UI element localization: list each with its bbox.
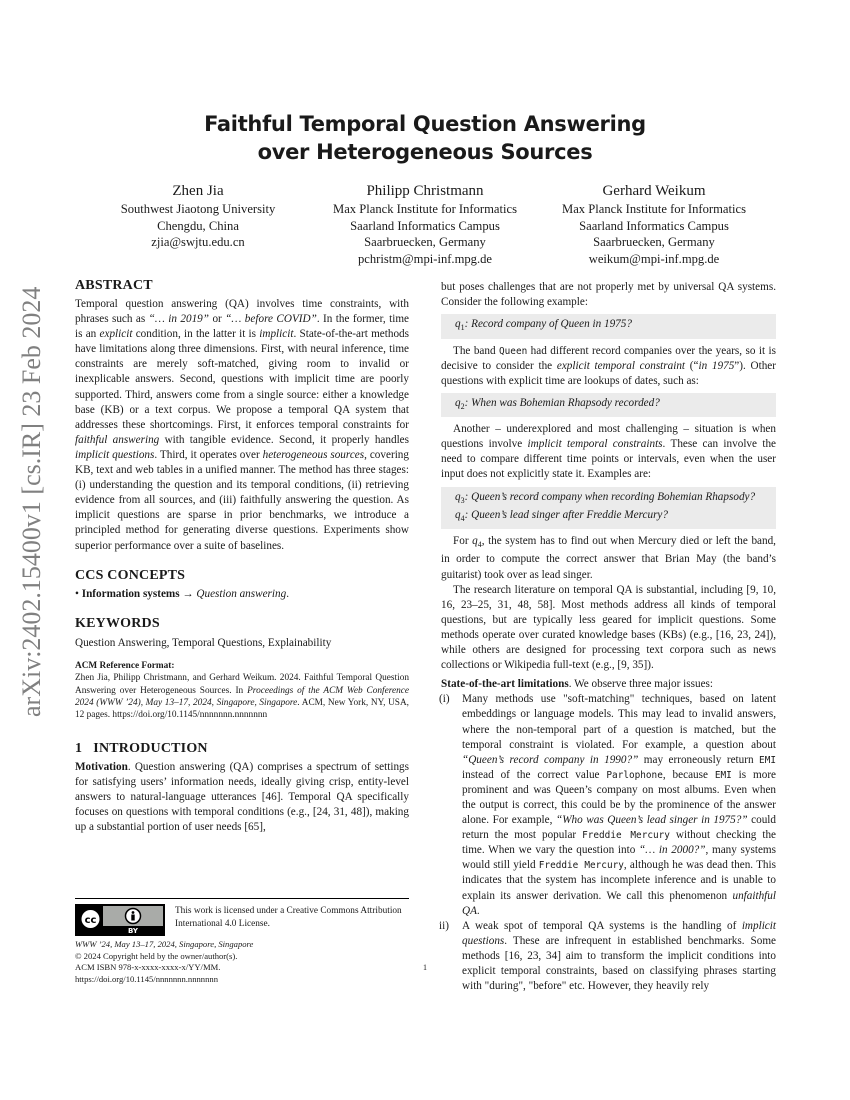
author-block-1: [96, 182, 300, 251]
example-question-q3: $q_3$: Queen’s record company when recording Bohemian Rhapsody?: [455, 490, 756, 505]
paragraph: Another – underexplored and most challenging – situation is when questions involve implicit temporal constraints. These can involve the need to compare different time points or intervals, even when the user input does not explicitly state it. Examples are:: [441, 423, 777, 481]
author-affiliation: Southwest Jiaotong University: [120, 202, 276, 216]
author-location: Saarbruecken, Germany: [593, 235, 715, 249]
paragraph: The research literature on temporal QA is substantial, including [9, 10, 16, 23–25, 31, 48, 58]. Most methods address all kinds of temporal questions, but are typically less geared for implicit questions. Some methods operate over curated knowledge bases (KBs) (e.g., [16, 23, 24]), while others are designed for processing text corpora such as news collections or Wikipedia full-text (e.g., [9, 35]).: [441, 583, 776, 672]
doi-link[interactable]: https://doi.org/10.1145/nnnnnnn.nnnnnnn: [75, 973, 218, 984]
author-location: Chengdu, China: [157, 218, 239, 233]
venue-line: WWW ’24, May 13–17, 2024, Singapore, Singapore: [75, 939, 254, 949]
paragraph: but poses challenges that are not properly met by universal QA systems. Consider the following example:: [441, 281, 776, 309]
example-question-q1: $q_1$: Record company of Queen in 1975?: [441, 314, 776, 338]
author-email: zjia@swjtu.edu.cn: [151, 235, 245, 249]
keywords-text: Question Answering, Temporal Questions, Explainability: [75, 636, 332, 649]
by-label: BY: [127, 927, 139, 934]
acm-reference: ACM Reference Format: Zhen Jia, Philipp Christmann, and Gerhard Weikum. 2024. Faithful Temporal Question Answering over Heterogeneous Sources. In Proceedings of the ACM Web Conference 2024 (WWW ’24), May 13–17, 2024, Singapore, Singapore. ACM, New York, NY, USA, 12 pages. https://doi.org/10.1145/nnnnnnn.nnnnnnn: [75, 660, 410, 721]
cc-label: cc: [84, 915, 97, 926]
isbn-line: ACM ISBN 978-x-xxxx-xxxx-x/YY/MM.: [75, 962, 221, 973]
paragraph: For $q_4$, the system has to find out when Mercury died or left the band, in order to compute the correct answer that Brian May (the band’s guitarist) took over as lead singer.: [441, 535, 776, 581]
paragraph: The band Queen had different record companies over the years, so it is decisive to consider the explicit temporal constraint (“in 1975”). Other questions with explicit time are lookups of dates, such as:: [441, 344, 777, 387]
title-line-1: Faithful Temporal Question Answering: [204, 112, 646, 136]
author-email: pchristm@mpi-inf.mpg.de: [357, 251, 493, 266]
author-location: Saarbruecken, Germany: [364, 235, 486, 249]
example-question-q4: $q_4$: Queen’s lead singer after Freddie Mercury?: [455, 508, 668, 524]
arxiv-stamp: arXiv:2402.15400v1 [cs.IR] 23 Feb 2024: [17, 286, 46, 717]
motivation-paragraph: Motivation. Question answering (QA) comprises a spectrum of settings for satisfying users’ information needs, ideally giving crisp, entity-level answers to natural-language utterances [46]. Temporal QA specifically focuses on questions with temporal conditions (e.g., [24, 31, 48]), making up a substantial portion of user needs [65],: [75, 760, 409, 834]
cc-by-badge[interactable]: [75, 904, 165, 936]
right-column: [441, 280, 776, 994]
author-affiliation: Max Planck Institute for Informatics: [333, 202, 517, 216]
example-questions-q3-q4: [441, 487, 776, 530]
title-line-2: over Heterogeneous Sources: [257, 140, 593, 164]
ccs-heading: CCS CONCEPTS: [75, 567, 186, 583]
author-campus: Saarland Informatics Campus: [350, 218, 500, 233]
example-question-q2: $q_2$: When was Bohemian Rhapsody recorded?: [441, 393, 776, 417]
author-affiliation: Max Planck Institute for Informatics: [562, 202, 746, 216]
author-name: Gerhard Weikum: [602, 183, 706, 199]
author-name: Philipp Christmann: [366, 183, 484, 199]
author-block-2: [312, 182, 538, 267]
cc-logo-icon: [77, 906, 163, 934]
copyright-line: © 2024 Copyright held by the owner/author(s).: [75, 950, 238, 961]
sota-limitations: State-of-the-art limitations. We observe three major issues:: [441, 678, 713, 691]
author-email: weikum@mpi-inf.mpg.de: [588, 251, 720, 266]
left-column: [75, 277, 409, 835]
paper-title: [0, 110, 850, 166]
keywords-heading: KEYWORDS: [75, 615, 160, 631]
acm-reference-heading: ACM Reference Format:: [75, 660, 175, 671]
author-campus: Saarland Informatics Campus: [579, 218, 729, 233]
limitation-item-2: ii) A weak spot of temporal QA systems is the handling of implicit questions. These are infrequent in established benchmarks. Some methods [16, 23, 34] aim to transform the implicit conditions into explicit temporal constraints, based on classifying phrases starting with "during", "before" etc. However, they heavily rely: [439, 919, 776, 993]
author-name: Zhen Jia: [172, 183, 224, 199]
abstract-heading: ABSTRACT: [75, 278, 153, 293]
introduction-heading: 1 INTRODUCTION: [75, 740, 208, 756]
license-block: [75, 898, 409, 934]
license-text: This work is licensed under a Creative Commons Attribution International 4.0 License.: [175, 906, 402, 929]
author-block-3: [541, 182, 767, 267]
limitation-item-1: (i) Many methods use "soft-matching" techniques, based on latent embeddings or language models. This may lead to invalid answers, where the non-temporal part of a question is matched, but the temporal constraint is violated. For example, a question about “Queen’s record company in 1990?” may erroneously return EMI instead of the correct value Parlophone, because EMI is more prominent and was Queen’s company on most albums. Even when the output is correct, this could be by the prominence of the answer alone. For example, “Who was Queen’s lead singer in 1975?” could return the most popular Freddie Mercury without checking the time. When we vary the question into “… in 2000?”, many systems would still yield Freddie Mercury, although he was dead then. This indicates that the system has incomplete inference and is unable to explain its answer derivation. We call this phenomenon unfaithful QA.: [439, 693, 777, 917]
ccs-concepts: • Information systems → Question answering.: [75, 587, 289, 600]
abstract-text: Temporal question answering (QA) involves time constraints, with phrases such as “… in 2019” or “… before COVID”. In the former, time is an explicit condition, in the latter it is implicit. State-of-the-art methods have limitations along three dimensions. First, with neural inference, time constraints are merely soft-matched, giving room to invalid or inexplicable answers. Second, questions with implicit time are poorly supported. Third, answers come from a single source: either a knowledge base (KB) or a text corpus. We propose a temporal QA system that addresses these shortcomings. First, it enforces temporal constraints for faithful answering with tangible evidence. Second, it properly handles implicit questions. Third, it operates over heterogeneous sources, covering KB, text and web tables in a unified manner. The method has three stages: (i) understanding the question and its temporal conditions, (ii) retrieving evidence from all sources, and (iii) faithfully answering the question. As implicit questions are sparse in prior benchmarks, we introduce a principled method for generating diverse questions. Experiments show superior performance over a suite of baselines.: [75, 298, 409, 552]
page-number: 1: [423, 963, 427, 972]
